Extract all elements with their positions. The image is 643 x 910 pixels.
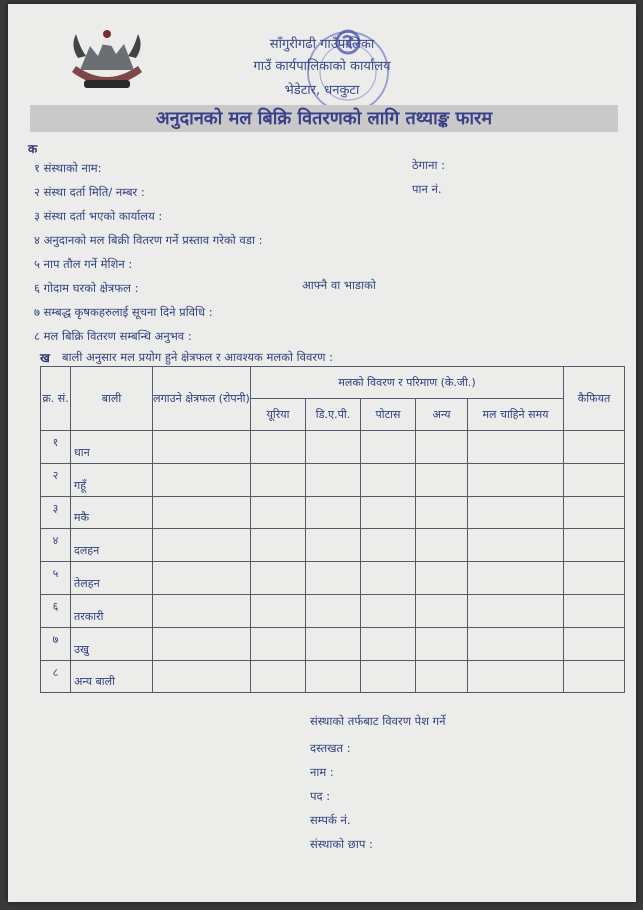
blank-cell[interactable] [306, 627, 361, 660]
table-row [41, 529, 625, 562]
field-weighing-machine: ५ नाप तौल गर्ने मेशिन : [34, 257, 133, 271]
table-row [41, 431, 625, 464]
blank-cell[interactable] [251, 431, 306, 464]
blank-cell[interactable] [468, 562, 564, 595]
header-other: अन्य [416, 399, 468, 431]
row-serial: ८ [41, 660, 71, 693]
blank-cell[interactable] [306, 660, 361, 693]
table-row [41, 496, 625, 529]
blank-cell[interactable] [153, 496, 251, 529]
field-org-name: १ संस्थाको नाम: [34, 161, 102, 175]
blank-cell[interactable] [564, 431, 625, 464]
blank-cell[interactable] [251, 496, 306, 529]
row-crop-name: अन्य बाली [71, 660, 153, 693]
blank-cell[interactable] [416, 496, 468, 529]
row-crop-name: तेलहन [71, 562, 153, 595]
municipality-name: साँगुरीगढी गाउँपालिका [269, 37, 375, 52]
blank-cell[interactable] [416, 529, 468, 562]
blank-cell[interactable] [251, 562, 306, 595]
row-serial: ३ [41, 496, 71, 529]
header-serial: क्र. सं. [41, 367, 71, 431]
blank-cell[interactable] [306, 529, 361, 562]
blank-cell[interactable] [361, 496, 416, 529]
row-crop-name: उखु [71, 627, 153, 660]
blank-cell[interactable] [564, 594, 625, 627]
blank-cell[interactable] [361, 463, 416, 496]
blank-cell[interactable] [564, 562, 625, 595]
row-serial: ७ [41, 627, 71, 660]
blank-cell[interactable] [468, 594, 564, 627]
blank-cell[interactable] [153, 529, 251, 562]
section-b-label: ख [40, 351, 50, 365]
header-remarks: कैफियत [564, 367, 625, 431]
blank-cell[interactable] [468, 431, 564, 464]
blank-cell[interactable] [361, 562, 416, 595]
blank-cell[interactable] [361, 660, 416, 693]
signature-heading: संस्थाको तर्फबाट विवरण पेश गर्ने [310, 714, 446, 728]
blank-cell[interactable] [468, 496, 564, 529]
blank-cell[interactable] [153, 660, 251, 693]
field-experience: ८ मल बिक्रि वितरण सम्बन्धि अनुभव : [34, 329, 192, 343]
field-reg-office: ३ संस्था दर्ता भएको कार्यालय : [34, 209, 163, 223]
blank-cell[interactable] [361, 529, 416, 562]
section-a-label: क [28, 142, 38, 156]
blank-cell[interactable] [416, 463, 468, 496]
post-label: पद : [310, 789, 331, 803]
blank-cell[interactable] [251, 594, 306, 627]
header-crop: बाली [71, 367, 153, 431]
row-crop-name: मकै [71, 496, 153, 529]
blank-cell[interactable] [564, 627, 625, 660]
blank-cell[interactable] [251, 463, 306, 496]
blank-cell[interactable] [153, 594, 251, 627]
blank-cell[interactable] [416, 431, 468, 464]
fertilizer-table [40, 366, 625, 693]
section-b-caption: बाली अनुसार मल प्रयोग हुने क्षेत्रफल र आवश्यक मलको विवरण : [62, 350, 333, 364]
header-time-needed: मल चाहिने समय [468, 399, 564, 431]
contact-label: सम्पर्क नं. [310, 813, 351, 827]
blank-cell[interactable] [564, 496, 625, 529]
header-potash: पोटास [361, 399, 416, 431]
field-info-method: ७ सम्बद्ध कृषकहरुलाई सूचना दिने प्रविधि : [34, 305, 213, 319]
blank-cell[interactable] [416, 562, 468, 595]
blank-cell[interactable] [153, 463, 251, 496]
signature-label: दस्तखत : [310, 741, 351, 755]
table-row [41, 627, 625, 660]
table-row [41, 562, 625, 595]
blank-cell[interactable] [361, 627, 416, 660]
blank-cell[interactable] [306, 594, 361, 627]
blank-cell[interactable] [564, 660, 625, 693]
table-row [41, 660, 625, 693]
table-row [41, 463, 625, 496]
office-name: गाउँ कार्यपालिकाको कार्यालय [253, 59, 391, 74]
row-serial: ६ [41, 594, 71, 627]
field-godown-area: ६ गोदाम घरको क्षेत्रफल : [34, 281, 139, 295]
name-label: नाम : [310, 765, 334, 779]
address-label: ठेगाना : [412, 158, 446, 172]
blank-cell[interactable] [251, 529, 306, 562]
form-sheet [8, 4, 636, 902]
row-crop-name: तरकारी [71, 594, 153, 627]
blank-cell[interactable] [416, 594, 468, 627]
blank-cell[interactable] [468, 463, 564, 496]
row-crop-name: दलहन [71, 529, 153, 562]
blank-cell[interactable] [153, 627, 251, 660]
office-location: भेडेटार, धनकुटा [284, 83, 360, 98]
blank-cell[interactable] [153, 562, 251, 595]
blank-cell[interactable] [564, 529, 625, 562]
blank-cell[interactable] [416, 627, 468, 660]
row-serial: २ [41, 463, 71, 496]
pan-label: पान नं. [412, 182, 442, 196]
blank-cell[interactable] [306, 496, 361, 529]
blank-cell[interactable] [564, 463, 625, 496]
blank-cell[interactable] [251, 627, 306, 660]
blank-cell[interactable] [361, 431, 416, 464]
blank-cell[interactable] [306, 562, 361, 595]
blank-cell[interactable] [468, 529, 564, 562]
header-fertilizer-group: मलको विवरण र परिमाण (के.जी.) [251, 367, 564, 399]
table-row [41, 594, 625, 627]
header-urea: यूरिया [251, 399, 306, 431]
blank-cell[interactable] [306, 431, 361, 464]
blank-cell[interactable] [416, 660, 468, 693]
header-area: लगाउने क्षेत्रफल (रोपनी) [153, 367, 251, 431]
blank-cell[interactable] [361, 594, 416, 627]
ownership-label: आफ्नै वा भाडाको [302, 278, 376, 292]
seal-label: संस्थाको छाप : [310, 837, 373, 851]
form-title: अनुदानको मल बिक्रि वितरणको लागि तथ्याङ्क फारम [155, 108, 493, 129]
blank-cell[interactable] [306, 463, 361, 496]
row-serial: ५ [41, 562, 71, 595]
field-proposed-ward: ४ अनुदानको मल बिक्री वितरण गर्ने प्रस्ताव गरेको वडा : [34, 233, 263, 247]
row-serial: ४ [41, 529, 71, 562]
field-registration: २ संस्था दर्ता मिति/ नम्बर : [34, 185, 145, 199]
blank-cell[interactable] [468, 627, 564, 660]
row-serial: १ [41, 431, 71, 464]
blank-cell[interactable] [468, 660, 564, 693]
row-crop-name: गहूँ [71, 463, 153, 496]
blank-cell[interactable] [251, 660, 306, 693]
header-dap: डि.ए.पी. [306, 399, 361, 431]
row-crop-name: धान [71, 431, 153, 464]
blank-cell[interactable] [153, 431, 251, 464]
